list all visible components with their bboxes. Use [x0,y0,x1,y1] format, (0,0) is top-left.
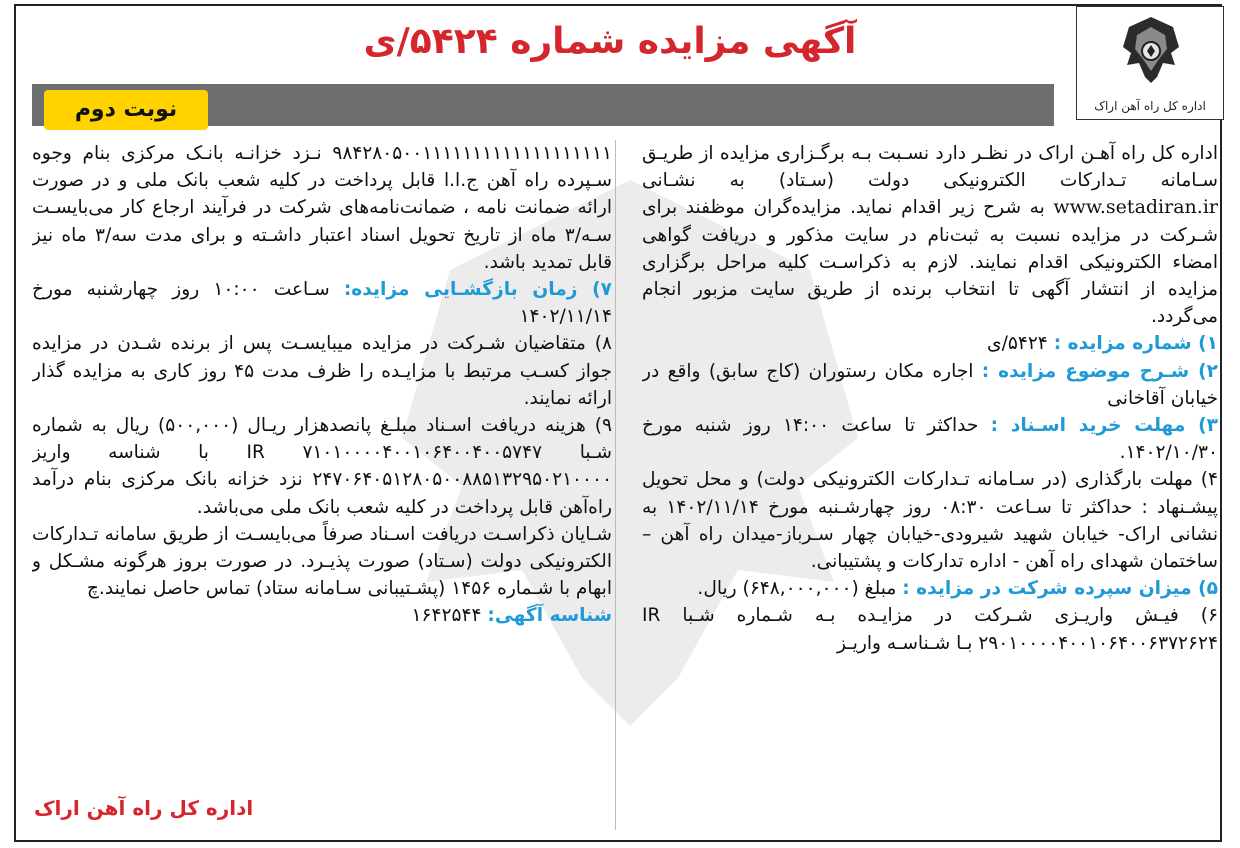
item-4: ۴) مهلت بارگذاری (در سـامانه تـدارکات الکترونیکی دولت) و محل تحویل پیشـنهاد : حداکثر تا سـاعت ۰۸:۳۰ روز چهارشـنبه مورخ ۱۴۰۲/۱۱/۱۴ به نشانی اراک- خیابان شهید شیرودی-خیابان چهار سـرباز-میدان راه آهن – ساختمان شهدای راه آهن - اداره تدارکات و پشتیبانی. [642,469,1218,573]
item-6-continuation: ۹۸۴۲۸۰۵۰۰۱۱۱۱۱۱۱۱۱۱۱۱۱۱۱۱۱۱۱ نـزد خزانـه بانـک مرکزی بنام وجوه سـپرده راه آهن ج.ا.ا قابل پرداخت در کلیه شعب بانک ملی و در صورت ارائه ضمانت نامه ، ضمانت‌نامه‌های شرکت در فرآیند ارجاع کار می‌بایسـت سـه/۳ ماه از تاریخ تحویل اسناد اعتبار داشـته و برای مدت سه/۳ ماه نیز قابل تمدید باشد. [32,143,612,273]
right-column [642,140,1218,840]
item-6: ۶) فیـش واریـزی شـرکت در مزایـده بـه شـماره شـبا IR ۲۹۰۱۰۰۰۰۴۰۰۱۰۶۴۰۰۶۳۷۲۶۲۴ بـا شـناسـه واریـز [642,605,1218,654]
note-paragraph: شـایان ذکراسـت دریافت اسـناد صرفاً می‌بایسـت از طریق سامانه تـدارکات الکترونیکی دولت (سـتاد) صورت پذیـرد. در صورت بروز هرگونه مشـکل و ابهام با شـماره ۱۴۵۶ (پشـتیبانی سـامانه ستاد) تماس حاصل نمایند.چ [32,523,612,600]
intro-text: اداره کل راه آهـن اراک در نظـر دارد نسـبت بـه برگـزاری مزایده از طریـق سـامانه تـدارکات الکترونیکی دولت (سـتاد) به نشـانی [642,143,1218,192]
item-1 [642,330,1218,357]
logo-caption: اداره کل راه آهن اراک [1094,99,1206,113]
item-2-value: اجاره مکان رستوران (کاج سابق) واقع در خیابان آقاخانی [642,360,1218,409]
item-5-label: ۵) میزان سپرده شرکت در مزایده : [902,578,1218,600]
page-title: آگهی مزایده شماره ۵۴۲۴/ی [363,21,857,62]
ad-id-label: شناسه آگهی: [487,605,612,627]
item-1-label: ۱) شماره مزایده : [1053,333,1218,355]
item-3-label: ۳) مهلت خرید اسـناد : [990,415,1218,437]
item-3 [642,412,1218,466]
item-5 [642,575,1218,602]
ad-id [32,602,612,629]
intro-text-2: به شرح زیر اقدام نماید. مزایده‌گران موظفند برای شـرکت در مزایده نسبت به ثبت‌نام در سایت مذکور و دریافت گواهی امضاء الکترونیکی اقدام نمایند. لازم به ذکراسـت کلیه مراحل برگزاری مزایده از انتشار آگهی تا انتخاب برنده از طریق سایت مزبور انجام می‌گردد. [642,197,1218,328]
item-5-value: مبلغ (۶۴۸,۰۰۰,۰۰۰) ریال. [697,578,897,600]
item-7-value: سـاعت ۱۰:۰۰ روز چهارشنبه مورخ ۱۴۰۲/۱۱/۱۴ [32,279,612,328]
website-link[interactable]: www.setadiran.ir [1053,196,1218,219]
item-3-value: حداکثر تا ساعت ۱۴:۰۰ روز شنبه مورخ ۱۴۰۲/۱۰/۳۰. [642,415,1218,464]
footer-org: اداره کل راه آهن اراک [34,796,254,820]
logo-box [1076,6,1224,120]
ad-id-value: ۱۶۴۲۵۴۴ [411,605,482,627]
item-7-label: ۷) زمان بازگشـایی مزایده: [343,279,612,301]
left-column [32,140,612,810]
item-1-value: ۵۴۲۴/ی [987,333,1048,355]
item-9: ۹) هزینه دریافت اسـناد مبلـغ پانصدهزار ریـال (۵۰۰,۰۰۰) ریال به شماره شـبا IR ۷۱۰۱۰۰۰۰۴۰۰۱۰۶۴۰۰۴۰۰۵۷۴۷ با شناسه واریز ۲۴۷۰۶۴۰۵۱۲۸۰۵۰۰۸۸۵۱۳۲۹۵۰۲۱۰۰۰۰ نزد خزانه بانک مرکزی بنام درآمد راه‌آهن قابل پرداخت در کلیه شعب بانک ملی می‌باشد. [32,415,612,518]
railway-emblem-icon [1117,13,1185,87]
round-badge: نوبت دوم [44,90,208,130]
item-2-label: ۲) شـرح موضوع مزایده : [981,360,1218,382]
item-7 [32,276,612,330]
item-2 [642,358,1218,412]
item-8: ۸) متقاضیان شـرکت در مزایده میبایسـت پس از برنده شـدن در مزایده جواز کسـب مرتبط با مزایـده را ظرف مدت ۴۵ روز کاری به مزایده گذار ارائه نمایند. [32,333,612,409]
column-divider [615,140,616,830]
intro-paragraph [642,140,1218,330]
